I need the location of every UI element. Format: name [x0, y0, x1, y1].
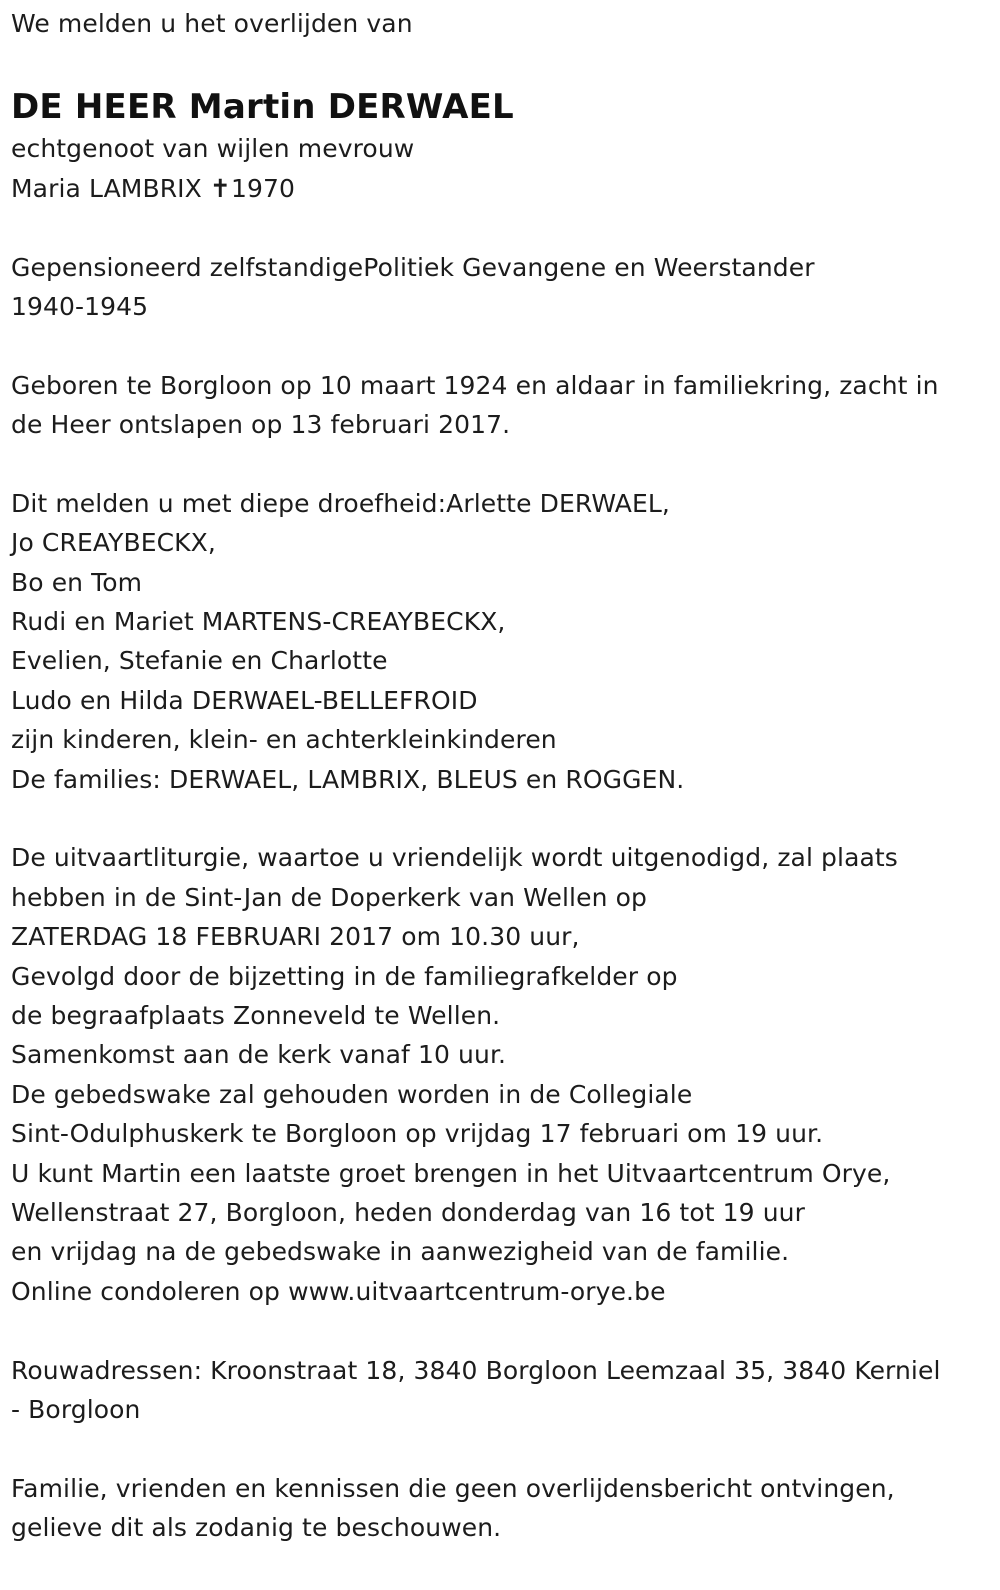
spacer — [11, 445, 991, 484]
funeral-line: U kunt Martin een laatste groet brengen in het Uitvaartcentrum Orye, — [11, 1158, 891, 1188]
funeral-line: Gevolgd door de bijzetting in de familiegrafkelder op — [11, 961, 678, 991]
spouse-line: echtgenoot van wijlen mevrouw — [11, 134, 415, 164]
occupation-line: Gepensioneerd zelfstandigePolitiek Gevangene en Weerstander — [11, 252, 815, 282]
funeral-line: Samenkomst aan de kerk vanaf 10 uur. — [11, 1040, 507, 1070]
funeral-line: De gebedswake zal gehouden worden in de Collegiale — [11, 1079, 693, 1109]
birth-death-line: Geboren te Borgloon op 10 maart 1924 en aldaar in familiekring, zacht in — [11, 370, 939, 400]
funeral-line: Sint-Odulphuskerk te Borgloon op vrijdag 17 februari om 19 uur. — [11, 1119, 824, 1149]
funeral-line: De uitvaartliturgie, waartoe u vriendelijk wordt uitgenodigd, zal plaats — [11, 843, 898, 873]
family-line: Rudi en Mariet MARTENS-CREAYBECKX, — [11, 607, 506, 637]
funeral-line: de begraafplaats Zonneveld te Wellen. — [11, 1000, 501, 1030]
family-block — [11, 484, 991, 799]
funeral-line: en vrijdag na de gebedswake in aanwezigheid van de familie. — [11, 1237, 790, 1267]
spouse-block — [11, 129, 991, 208]
family-line: Ludo en Hilda DERWAEL-BELLEFROID — [11, 685, 478, 715]
addresses-block — [11, 1351, 991, 1430]
spacer — [11, 799, 991, 838]
intro-text: We melden u het overlijden van — [11, 9, 413, 38]
closing-block — [11, 1469, 991, 1548]
funeral-line: hebben in de Sint-Jan de Doperkerk van Wellen op — [11, 882, 647, 912]
closing-line: Familie, vrienden en kennissen die geen overlijdensbericht ontvingen, — [11, 1473, 895, 1503]
occupation-block — [11, 248, 991, 327]
deceased-name: DE HEER Martin DERWAEL — [11, 87, 514, 128]
spouse-line: Maria LAMBRIX ✝1970 — [11, 173, 295, 203]
birth-death-block — [11, 366, 991, 445]
spacer — [11, 208, 991, 247]
family-line: zijn kinderen, klein- en achterkleinkinderen — [11, 725, 557, 755]
death-notice — [11, 4, 991, 1547]
funeral-line: ZATERDAG 18 FEBRUARI 2017 om 10.30 uur, — [11, 922, 580, 952]
birth-death-line: de Heer ontslapen op 13 februari 2017. — [11, 410, 511, 440]
family-line: Jo CREAYBECKX, — [11, 528, 216, 558]
address-line: Rouwadressen: Kroonstraat 18, 3840 Borgloon Leemzaal 35, 3840 Kerniel — [11, 1355, 941, 1385]
family-line: Bo en Tom — [11, 567, 143, 597]
spacer — [11, 1429, 991, 1468]
occupation-line: 1940-1945 — [11, 291, 149, 321]
condolence-website: Online condoleren op www.uitvaartcentrum-orye.be — [11, 1276, 666, 1306]
funeral-line: Wellenstraat 27, Borgloon, heden donderdag van 16 tot 19 uur — [11, 1197, 805, 1227]
spacer — [11, 1311, 991, 1350]
family-line: De families: DERWAEL, LAMBRIX, BLEUS en ROGGEN. — [11, 764, 685, 794]
funeral-block — [11, 838, 991, 1311]
spacer — [11, 326, 991, 365]
family-line: Dit melden u met diepe droefheid:Arlette DERWAEL, — [11, 488, 670, 518]
spacer — [11, 43, 991, 85]
closing-line: gelieve dit als zodanig te beschouwen. — [11, 1513, 502, 1543]
address-line: - Borgloon — [11, 1394, 141, 1424]
family-line: Evelien, Stefanie en Charlotte — [11, 646, 388, 676]
